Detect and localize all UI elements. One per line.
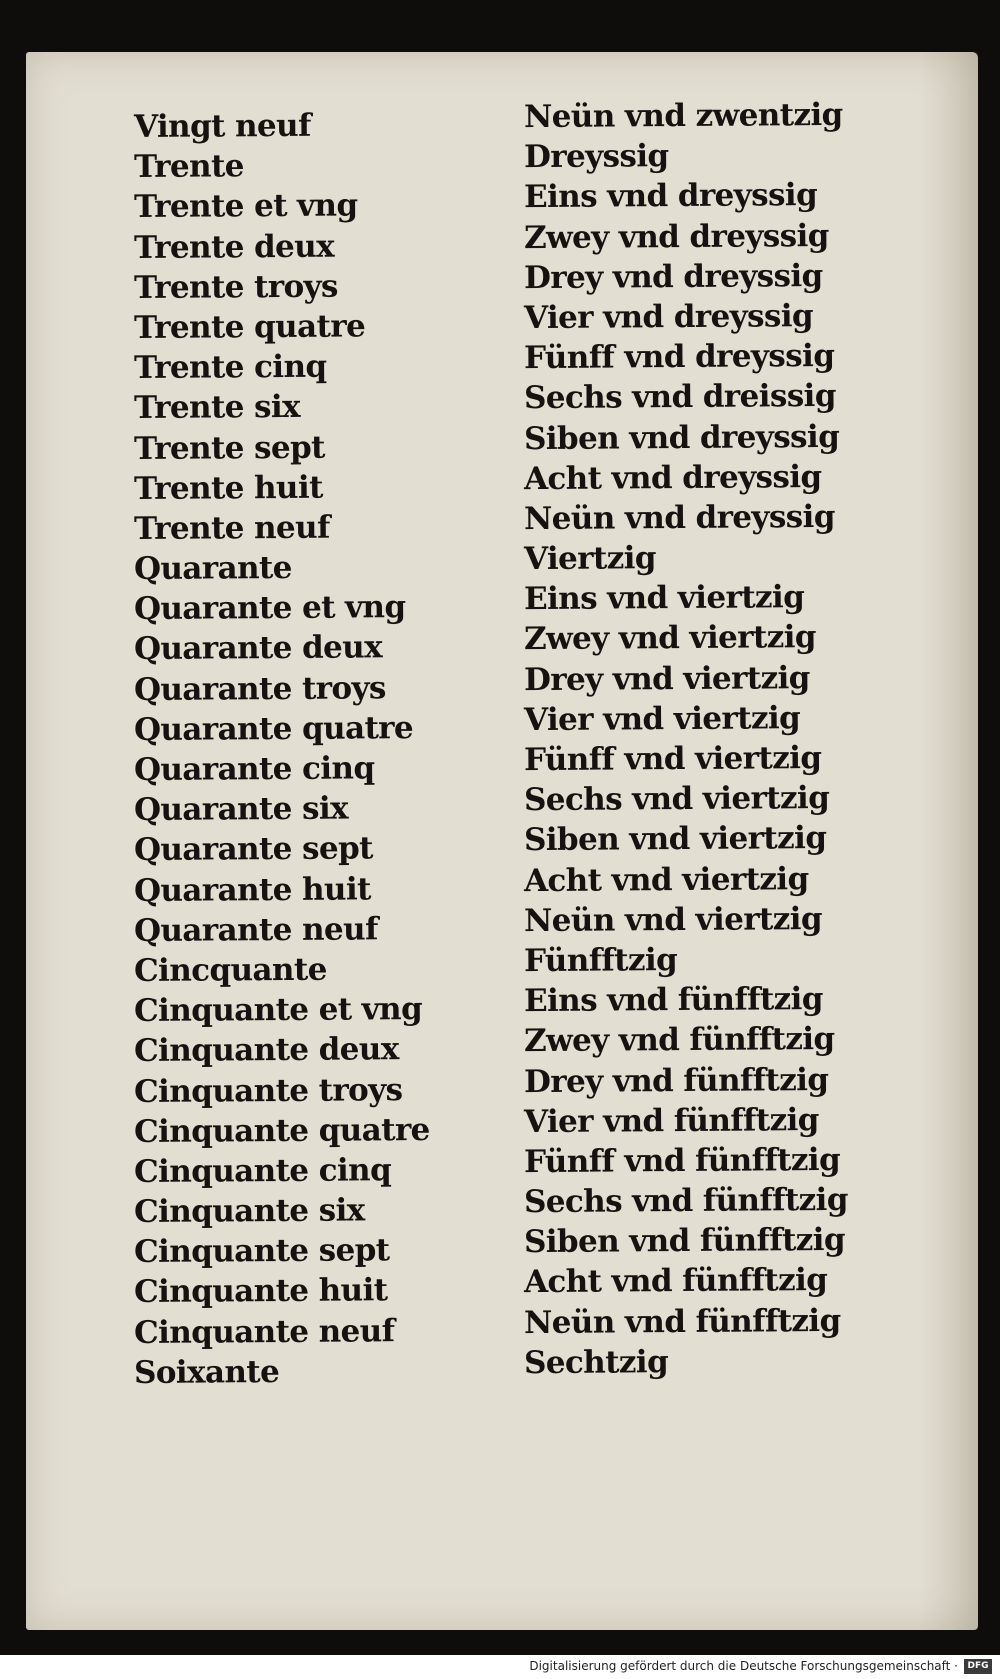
footer-bar [0,1655,1000,1679]
french-number-word: Cincquante [133,951,327,989]
german-number-word: Acht vnd dreyssig [523,458,822,497]
german-number-word: Zwey vnd dreyssig [523,217,829,256]
german-number-word: Sechs vnd dreissig [523,378,836,417]
french-number-word: Trente quatre [133,308,366,346]
german-number-word: Vier vnd viertzig [523,700,801,738]
german-number-word: Drey vnd viertzig [523,659,810,698]
french-number-word: Trente [133,148,244,186]
german-number-word: Siben vnd viertzig [523,820,827,859]
german-number-word: Siben vnd fünfftzig [523,1222,846,1261]
german-number-word: Acht vnd fünfftzig [523,1262,828,1301]
german-number-word: Vier vnd dreyssig [523,298,814,337]
german-number-word: Neün vnd dreyssig [523,498,835,538]
french-number-word: Quarante huit [133,870,371,909]
german-number-word: Neün vnd fünfftzig [523,1302,841,1341]
french-number-word: Vingt neuf [133,107,311,146]
german-number-word: Fünfftzig [523,941,678,980]
german-number-word: Fünff vnd dreyssig [523,338,835,377]
french-number-word: Trente troys [133,268,338,306]
german-number-word: Dreyssig [523,138,669,176]
french-number-word: Trente deux [133,228,335,266]
french-number-word: Cinquante neuf [133,1312,395,1351]
german-number-word: Eins vnd viertzig [523,579,805,618]
french-number-word: Trente cinq [133,348,327,387]
french-number-word: Quarante cinq [133,750,375,789]
french-number-word: Cinquante et vng [133,991,423,1030]
digitization-credit: Digitalisierung gefördert durch die Deutsche Forschungsgemeinschaft · [529,1659,958,1673]
french-number-word: Quarante troys [133,669,386,708]
french-number-word: Cinquante deux [133,1031,399,1070]
french-number-word: Quarante [133,549,292,588]
book-page [26,52,978,1630]
german-number-word: Eins vnd dreyssig [523,177,818,216]
german-number-word: Neün vnd viertzig [523,900,823,939]
german-number-word: Sechs vnd viertzig [523,780,830,819]
german-number-word: Neün vnd zwentzig [523,96,843,136]
french-number-word: Soixante [133,1353,280,1391]
german-number-word: Zwey vnd viertzig [523,619,817,658]
french-number-word: Cinquante sept [133,1232,390,1271]
french-number-word: Trente six [133,389,301,427]
french-number-word: Quarante neuf [133,911,378,949]
german-number-word: Drey vnd dreyssig [523,257,823,296]
french-numbers-column [134,106,430,1392]
german-number-word: Eins vnd fünfftzig [523,981,823,1020]
dfg-logo: DFG [964,1659,992,1674]
german-number-word: Viertzig [523,540,657,578]
german-number-word: Sechs vnd fünfftzig [523,1181,848,1221]
german-number-word: Drey vnd fünfftzig [523,1061,829,1100]
french-number-word: Quarante six [133,790,349,829]
german-number-word: Acht vnd viertzig [523,860,809,899]
french-number-word: Trente sept [133,429,325,467]
french-number-word: Quarante et vng [133,589,406,628]
french-number-word: Cinquante cinq [133,1152,392,1190]
french-number-word: Trente huit [133,469,323,507]
german-number-word: Sechtzig [523,1343,669,1381]
french-number-word: Quarante sept [133,830,373,869]
french-number-word: Quarante deux [133,629,383,668]
french-number-word: Trente et vng [133,187,358,226]
german-number-word: Fünff vnd viertzig [523,740,822,779]
german-number-word: Zwey vnd fünfftzig [523,1021,835,1060]
french-number-word: Cinquante six [133,1192,365,1231]
german-numbers-column [524,96,848,1382]
french-number-word: Quarante quatre [133,709,414,748]
french-number-word: Cinquante huit [133,1272,388,1311]
german-number-word: Siben vnd dreyssig [523,418,840,457]
german-number-word: Fünff vnd fünfftzig [523,1141,841,1181]
french-number-word: Trente neuf [133,509,330,547]
german-number-word: Vier vnd fünfftzig [523,1101,819,1140]
french-number-word: Cinquante troys [133,1071,403,1110]
french-number-word: Cinquante quatre [133,1111,430,1150]
